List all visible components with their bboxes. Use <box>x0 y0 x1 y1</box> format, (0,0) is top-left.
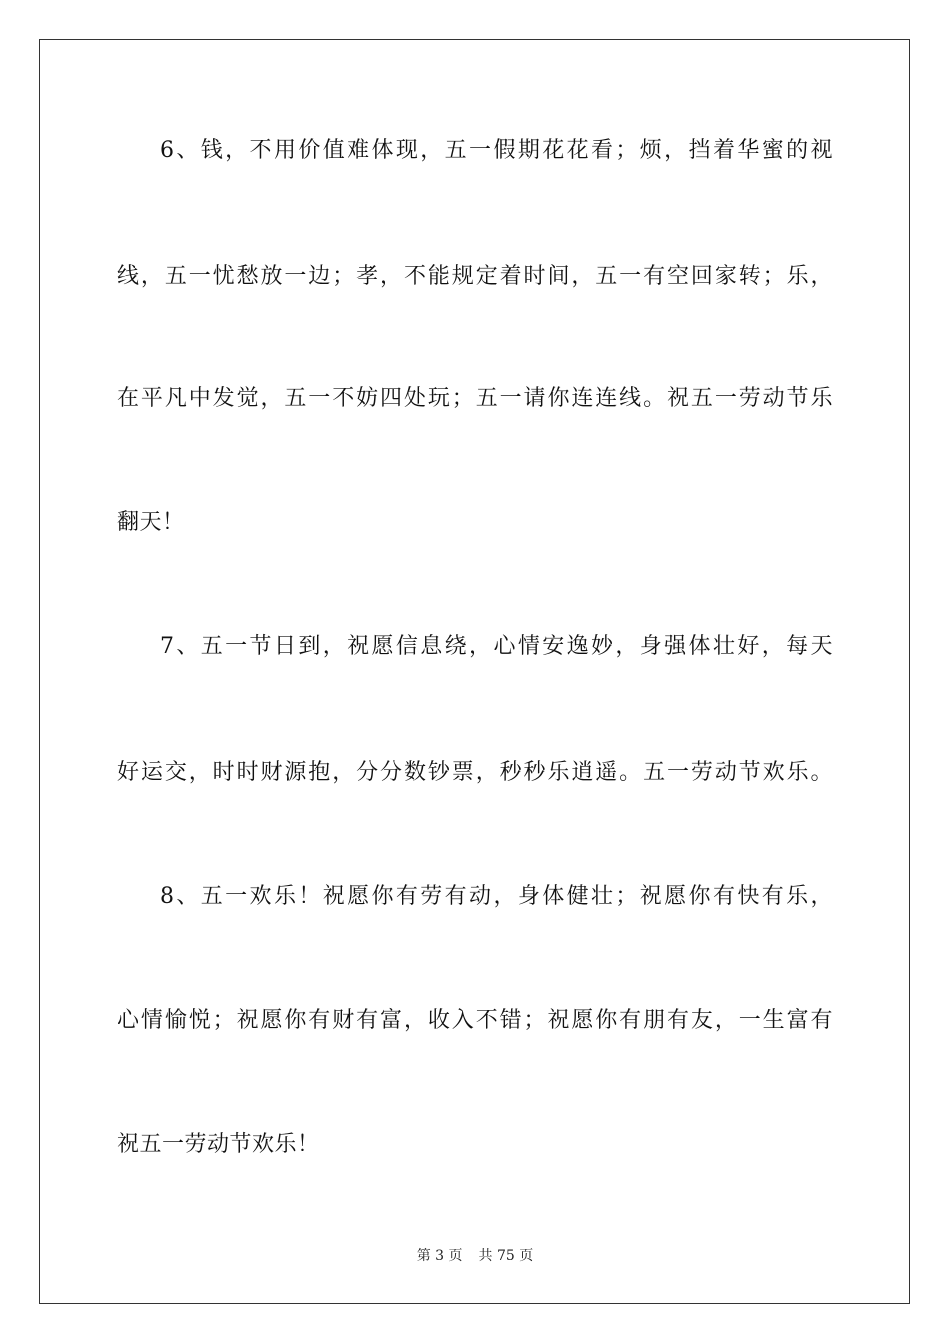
paragraph-6-line-4: 翻天！ <box>117 510 185 535</box>
page-footer <box>0 1246 950 1266</box>
paragraph-6-line-3: 在平凡中发觉，五一不妨四处玩；五一请你连连线。祝五一劳动节乐 <box>117 386 833 411</box>
page-border <box>39 39 910 1304</box>
paragraph-7-line-2: 好运交，时时财源抱，分分数钞票，秒秒乐逍遥。五一劳动节欢乐。 <box>117 760 833 785</box>
page-number: 第 3 页 <box>416 1248 463 1264</box>
paragraph-8-line-3: 祝五一劳动节欢乐！ <box>117 1132 320 1157</box>
paragraph-7-line-1: 7、五一节日到，祝愿信息绕，心情安逸妙，身强体壮好，每天 <box>160 634 833 659</box>
paragraph-6-line-1: 6、钱，不用价值难体现，五一假期花花看；烦，挡着华蜜的视 <box>160 138 833 163</box>
paragraph-6-line-2: 线，五一忧愁放一边；孝，不能规定着时间，五一有空回家转；乐， <box>117 264 833 289</box>
paragraph-8-line-2: 心情愉悦；祝愿你有财有富，收入不错；祝愿你有朋有友，一生富有 <box>117 1008 833 1033</box>
page-total: 共 75 页 <box>478 1248 534 1264</box>
paragraph-8-line-1: 8、五一欢乐！祝愿你有劳有动，身体健壮；祝愿你有快有乐， <box>160 884 833 909</box>
